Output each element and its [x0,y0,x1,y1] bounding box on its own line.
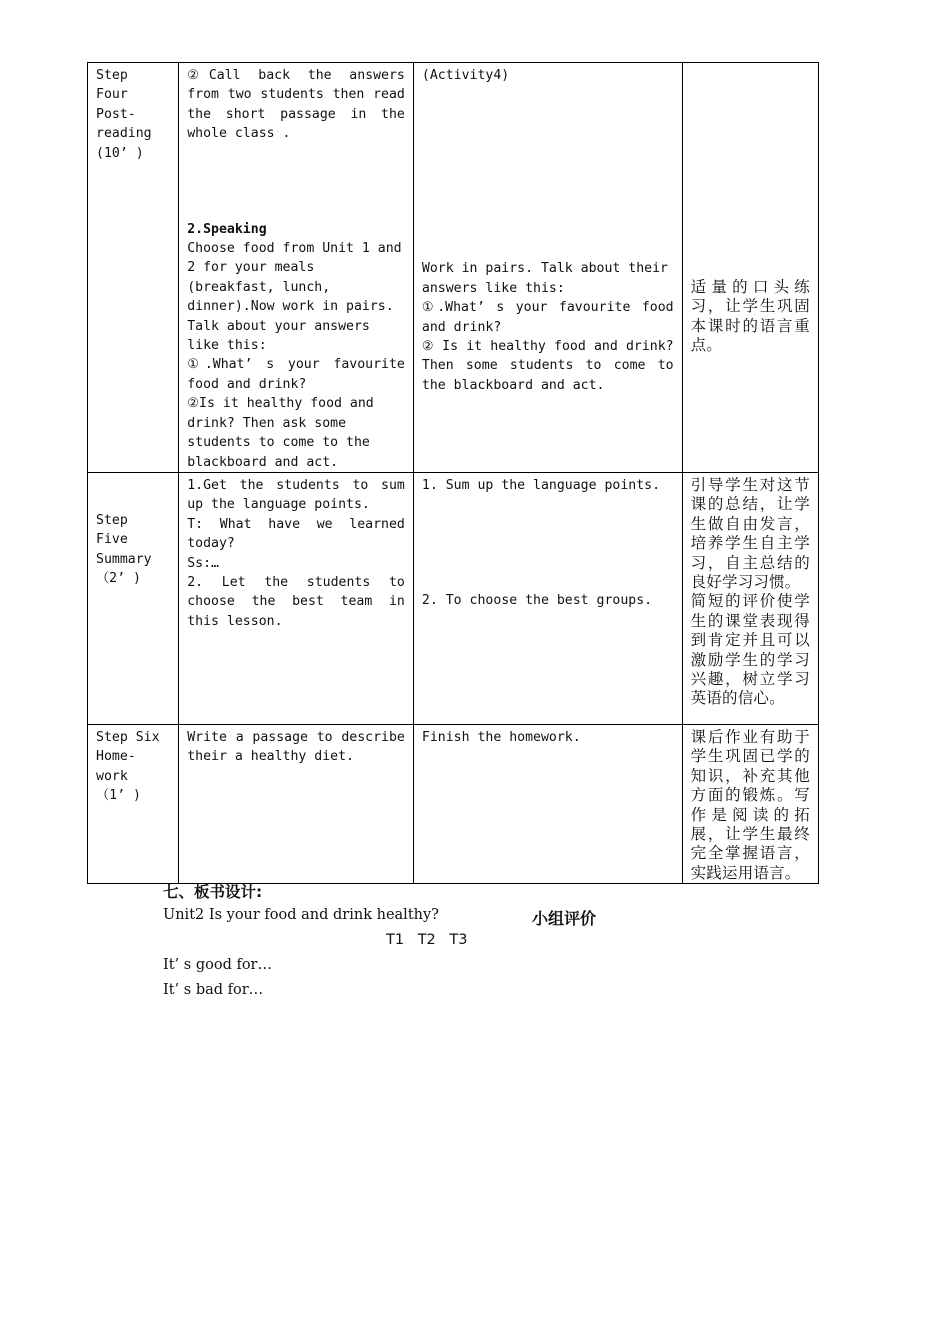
speaking-title: 2.Speaking [187,221,267,237]
step-six-purpose [682,724,818,883]
summary-teacher-question: T: What have we learned today? [187,516,405,552]
procedure-intro: ②Call back the answers from two students then read the short passage in the whole class . [187,68,405,142]
table-row-step-five [88,472,819,724]
homework-procedure: Write a passage to describe their a healthy diet. [187,729,405,765]
step-line: Home- [96,749,136,765]
speaking-question-2: ②Is it healthy food and drink? Then ask some students to come to the blackboard and act. [187,396,374,470]
group-evaluation-label: 小组评价 [532,909,597,928]
activity-question-1: ①.What’ s your favourite food and drink? [421,300,674,335]
step-line: Step [96,68,128,83]
step-line: Five [96,532,128,548]
step-line: Post- [96,106,136,122]
step-line: reading [96,126,152,142]
board-title: Unit2 Is your food and drink healthy? [163,907,439,923]
step-four-procedure [179,63,414,473]
step-line: （2’ ) [96,571,141,587]
speaking-question-1: ①.What’ s your favourite food and drink? [187,357,405,392]
summary-activity-1: 1. Sum up the language points. [421,477,661,493]
summary-step-2: 2. Let the students to choose the best team in this lesson. [187,574,405,629]
step-line: （1’ ) [96,788,141,804]
team-labels: T1 T2 T3 [386,932,468,948]
step-five-activity [413,472,682,724]
table-row-step-six [88,724,819,883]
speaking-body: Choose food from Unit 1 and 2 for your meals (breakfast, lunch, dinner).Now work in pairs. Talk about your answers like this: [187,241,402,354]
step-line: (10’ ) [96,145,144,161]
homework-purpose: 课后作业有助于学生巩固已学的知识，补充其他方面的锻炼。写作是阅读的拓展，让学生最终完全掌握语言，实践运用语言。 [690,727,810,882]
step-four-cell [88,63,179,473]
step-line: Step [96,512,128,528]
step-six-activity [413,724,682,883]
step-line: work [96,768,128,784]
step-line: Step Six [96,729,160,745]
activity-label: (Activity4) [421,68,510,83]
lesson-plan-table [87,62,819,884]
step-line: Summary [96,551,152,567]
board-line-bad: It’ s bad for… [163,982,264,998]
purpose-text: 适量的口头练习，让学生巩固本课时的语言重点。 [690,278,810,355]
summary-purpose-2: 简短的评价使学生的课堂表现得到肯定并且可以激励学生的学习兴趣，树立学习英语的信心。 [690,592,810,708]
table-row-step-four [88,63,819,473]
summary-students-answer: Ss:… [187,555,219,571]
summary-activity-2: 2. To choose the best groups. [421,593,653,609]
activity-intro: Work in pairs. Talk about their answers like this: [421,261,669,296]
step-line: Four [96,87,128,103]
summary-step-1: 1.Get the students to sum up the language points. [187,477,405,513]
step-six-cell [88,724,179,883]
step-four-activity [413,63,682,473]
board-line-good: It’ s good for… [163,957,272,973]
step-five-procedure [179,472,414,724]
step-four-purpose [682,63,818,473]
step-five-purpose [682,472,818,724]
board-design-heading: 七、板书设计: [163,883,263,901]
activity-question-2: ② Is it healthy food and drink? Then some students to come to the blackboard and act. [421,339,674,393]
step-five-cell [88,472,179,724]
summary-purpose-1: 引导学生对这节课的总结，让学生做自由发言，培养学生自主学习，自主总结的良好学习习惯。 [690,475,810,591]
step-six-procedure [179,724,414,883]
homework-activity: Finish the homework. [421,729,581,745]
